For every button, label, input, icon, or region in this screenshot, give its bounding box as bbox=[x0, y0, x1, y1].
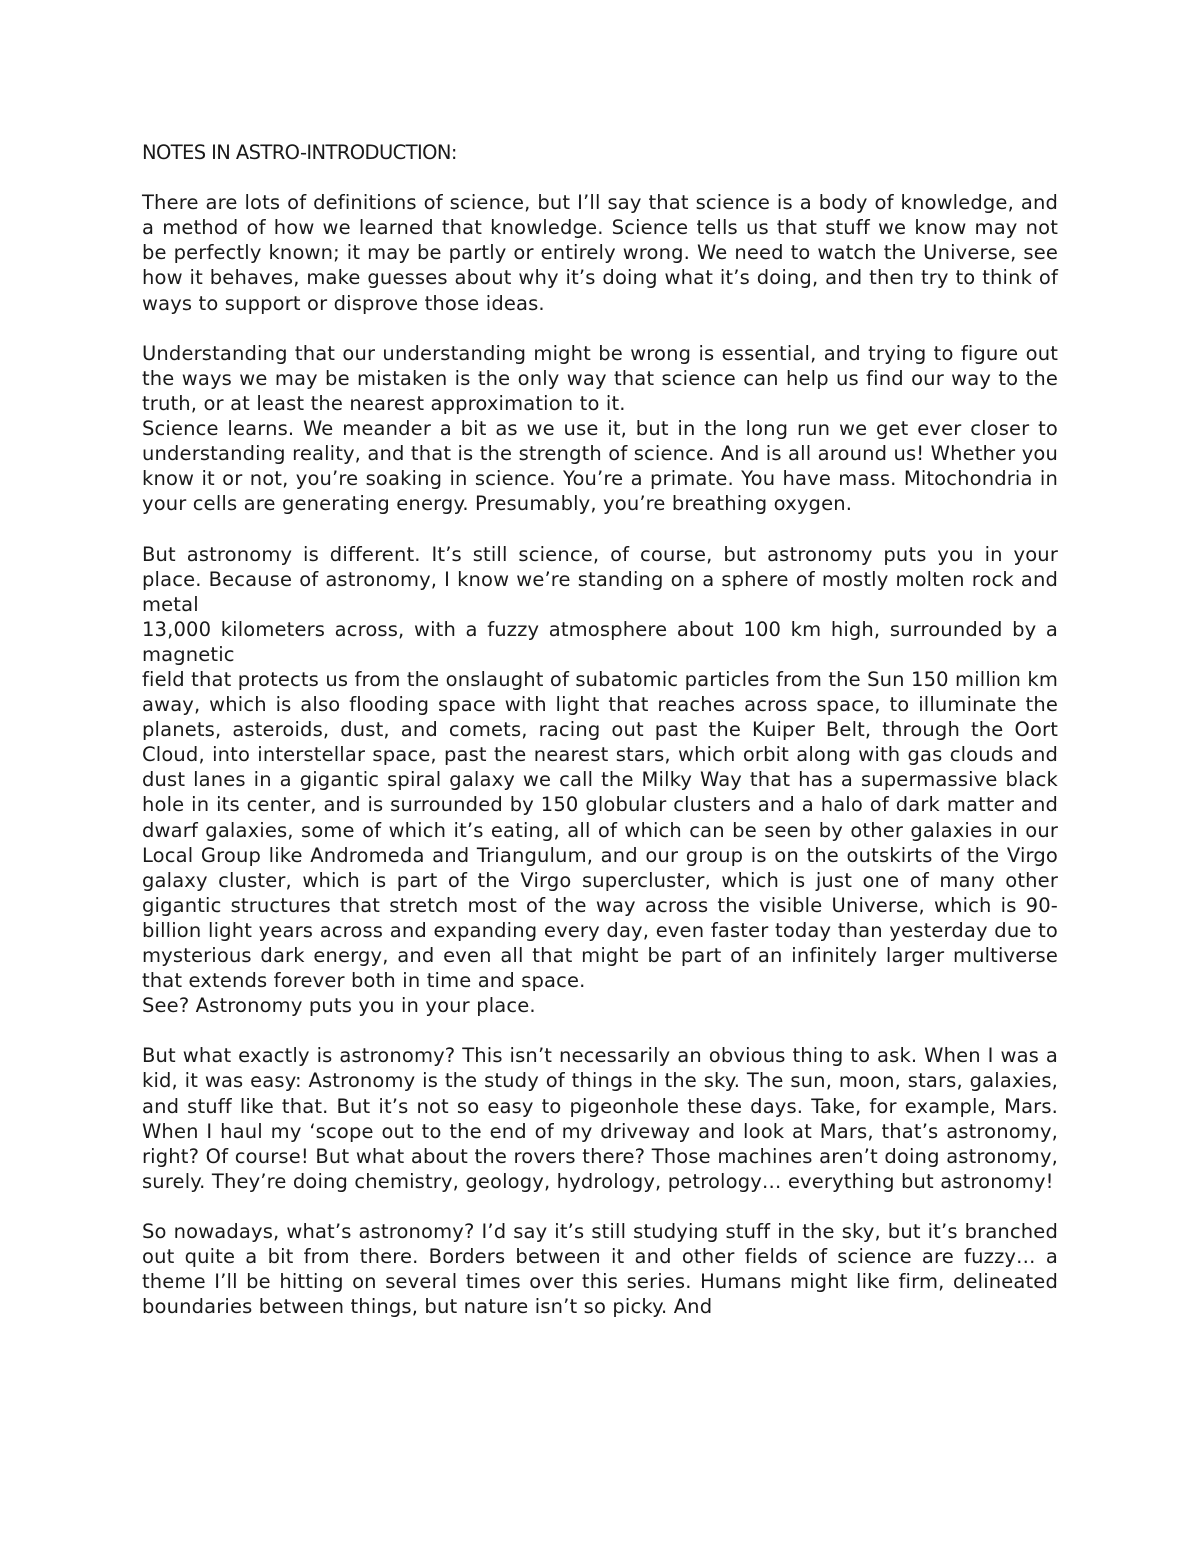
document-body bbox=[142, 140, 1058, 1319]
paragraph-astronomy-different: But astronomy is different. It’s still science, of course, but astronomy puts you in your place. Because of astronomy, I know we’re standing on a sphere of mostly molten rock and metal bbox=[142, 542, 1058, 616]
paragraph-science-learns: Science learns. We meander a bit as we use it, but in the long run we get ever closer to understanding reality, and that is the strength of science. And is all around us! Whether you know it or not, you’re soaking in science. You’re a primate. You have mass. Mitochondria in your cells are generating energy. Presumably, you’re breathing oxygen. bbox=[142, 417, 1058, 516]
paragraph-nowadays: So nowadays, what’s astronomy? I’d say it’s still studying stuff in the sky, but it’s branched out quite a bit from there. Borders between it and other fields of science are fuzzy… a theme I’ll be hitting on several times over this series. Humans might like firm, delineated boundaries between things, but nature isn’t so picky. And bbox=[142, 1220, 1058, 1319]
document-title: NOTES IN ASTRO-INTRODUCTION: bbox=[142, 141, 457, 164]
paragraph-spacer bbox=[142, 316, 1058, 341]
paragraph-understanding: Understanding that our understanding might be wrong is essential, and trying to figure out the ways we may be mistaken is the only way that science can help us find our way to the truth, or at least the nearest approximation to it. bbox=[142, 341, 1058, 415]
paragraph-spacer bbox=[142, 1018, 1058, 1043]
paragraph-spacer bbox=[142, 1194, 1058, 1219]
paragraph-what-is-astronomy: But what exactly is astronomy? This isn’t necessarily an obvious thing to ask. When I was a kid, it was easy: Astronomy is the study of things in the sky. The sun, moon, stars, galaxies, and stuff like that. But it’s not so easy to pigeonhole these days. Take, for example, Mars. When I haul my ‘scope out to the end of my driveway and look at Mars, that’s astronomy, right? Of course! But what about the rovers there? Those machines aren’t doing astronomy, surely. They’re doing chemistry, geology, hydrology, petrology… everything but astronomy! bbox=[142, 1044, 1058, 1193]
paragraph-earth-size: 13,000 kilometers across, with a fuzzy atmosphere about 100 km high, surrounded by a magnetic bbox=[142, 617, 1058, 666]
paragraph-definition-of-science: There are lots of definitions of science, but I’ll say that science is a body of knowledge, and a method of how we learned that knowledge. Science tells us that stuff we know may not be perfectly known; it may be partly or entirely wrong. We need to watch the Universe, see how it behaves, make guesses about why it’s doing what it’s doing, and then try to think of ways to support or disprove those ideas. bbox=[142, 191, 1058, 315]
paragraph-your-place: See? Astronomy puts you in your place. bbox=[142, 994, 536, 1018]
paragraph-spacer bbox=[142, 516, 1058, 541]
paragraph-cosmic-scale: field that protects us from the onslaught of subatomic particles from the Sun 150 million km away, which is also flooding space with light that reaches across space, to illuminate the planets, asteroids, dust, and comets, racing out past the Kuiper Belt, through the Oort Cloud, into interstellar space, past the nearest stars, which orbit along with gas clouds and dust lanes in a gigantic spiral galaxy we call the Milky Way that has a supermassive black hole in its center, and is surrounded by 150 globular clusters and a halo of dark matter and dwarf galaxies, some of which it’s eating, all of which can be seen by other galaxies in our Local Group like Andromeda and Triangulum, and our group is on the outskirts of the Virgo galaxy cluster, which is part of the Virgo supercluster, which is just one of many other gigantic structures that stretch most of the way across the visible Universe, which is 90-billion light years across and expanding every day, even faster today than yesterday due to mysterious dark energy, and even all that might be part of an infinitely larger multiverse that extends forever both in time and space. bbox=[142, 667, 1058, 993]
